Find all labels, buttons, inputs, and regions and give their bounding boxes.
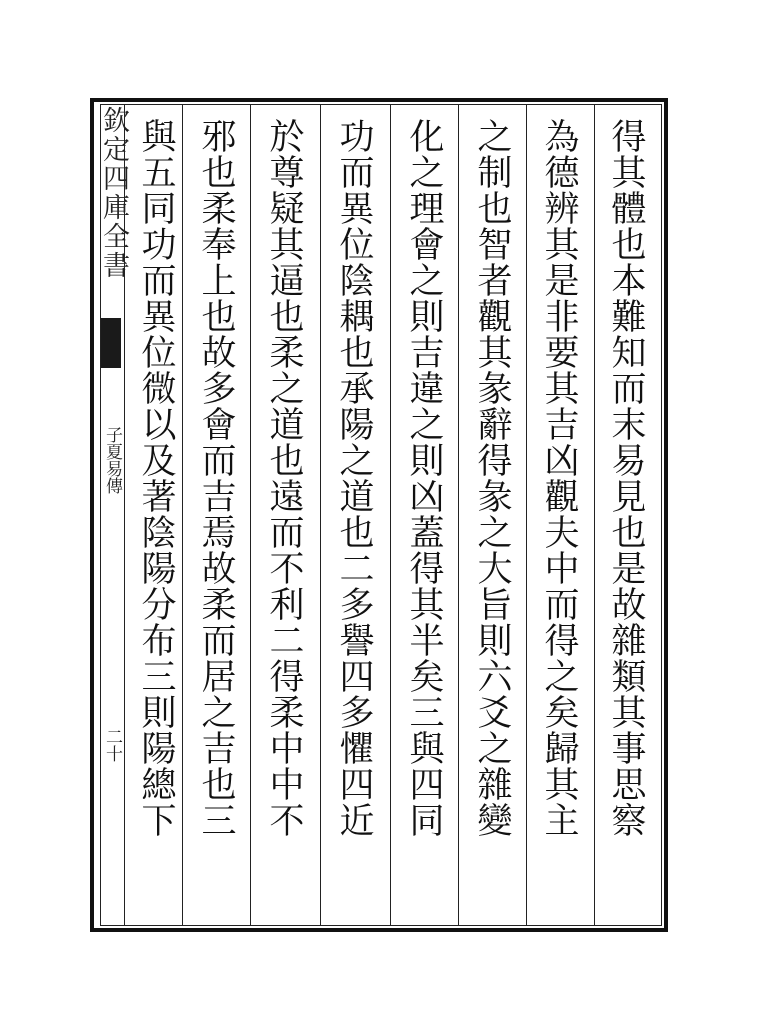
column-rule	[526, 104, 527, 926]
margin-collection-title: 欽定四庫全書	[98, 106, 129, 280]
text-column-2: 為德辨其是非要其吉凶觀夫中而得之矣歸其主	[539, 118, 579, 838]
column-rule	[390, 104, 391, 926]
column-rule	[458, 104, 459, 926]
text-column-5: 功而異位陰耦也承陽之道也二多譽四多懼四近	[334, 118, 374, 838]
text-column-7: 邪也柔奉上也故多會而吉焉故柔而居之吉也三	[196, 118, 236, 838]
text-column-3: 之制也智者觀其彖辭得彖之大旨則六爻之雜變	[472, 118, 512, 838]
column-rule	[250, 104, 251, 926]
column-rule	[320, 104, 321, 926]
column-rule	[594, 104, 595, 926]
column-rule	[182, 104, 183, 926]
margin-book-name: 子夏易傳	[102, 426, 122, 494]
text-column-1: 得其體也本難知而末易見也是故雜類其事思察	[606, 118, 646, 838]
text-column-4: 化之理會之則吉違之則凶蓋得其半矣三與四同	[404, 118, 444, 838]
margin-page-number: 二十	[102, 728, 122, 762]
text-column-8: 與五同功而異位微以及著陰陽分布三則陽總下	[136, 118, 176, 838]
text-column-6: 於尊疑其逼也柔之道也遠而不利二得柔中中不	[264, 118, 304, 838]
fishtail-mark	[101, 318, 121, 368]
